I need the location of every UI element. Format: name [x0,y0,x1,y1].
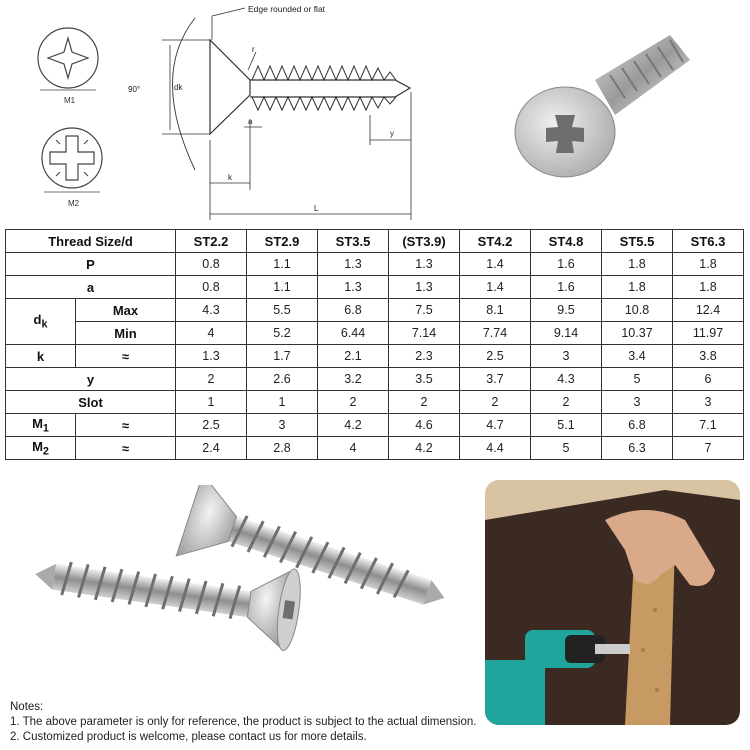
table-cell: 1.3 [176,345,247,368]
note-line-1: 1. The above parameter is only for reference, the product is subject to the actual dimension. [10,716,477,728]
table-cell: 2.6 [247,368,318,391]
table-row-k [6,345,744,368]
table-cell: 2 [531,391,602,414]
phillips-head-view-m1 [38,28,98,90]
table-cell: 2.8 [247,437,318,460]
row-label-m1 [6,414,76,437]
table-cell: 2.3 [389,345,460,368]
table-cell: 2 [460,391,531,414]
label-y: y [390,129,394,138]
table-header-row [6,230,744,253]
table-cell: 3.2 [318,368,389,391]
m2-subscript: 2 [42,445,49,458]
table-cell: 4.3 [531,368,602,391]
table-cell: 1.3 [389,253,460,276]
label-a: a [248,117,253,126]
table-cell: 1.8 [602,253,673,276]
table-cell: 7.1 [673,414,744,437]
table-cell: 5.1 [531,414,602,437]
table-cell: 7 [673,437,744,460]
table-cell: 12.4 [673,299,744,322]
edge-note: Edge rounded or flat [248,4,326,14]
header-thread-size: Thread Size/d [6,230,176,253]
table-cell: 11.97 [673,322,744,345]
table-cell: 9.14 [531,322,602,345]
screw-head-photo [500,20,700,200]
table-cell: 2.5 [176,414,247,437]
table-cell: 3.5 [389,368,460,391]
dk-subscript: k [41,318,48,331]
table-cell: 10.37 [602,322,673,345]
row-label-a: a [6,276,176,299]
table-cell: 1.7 [247,345,318,368]
table-cell: 5.5 [247,299,318,322]
table-cell: 7.14 [389,322,460,345]
table-cell: 5.2 [247,322,318,345]
table-row-dk-max [6,299,744,322]
pozi-head-view-m2 [42,128,102,192]
table-cell: 3.4 [602,345,673,368]
label-k: k [228,173,232,182]
table-cell: 5 [602,368,673,391]
table-cell: 0.8 [176,276,247,299]
table-cell: 6 [673,368,744,391]
table-cell: 4.2 [389,437,460,460]
row-sublabel-max: Max [76,299,176,322]
table-cell: 6.8 [602,414,673,437]
screw-side-view [162,8,411,220]
table-cell: 1.6 [531,253,602,276]
table-cell: 1.1 [247,276,318,299]
table-cell: 1.4 [460,276,531,299]
table-row-y [6,368,744,391]
table-cell: 6.3 [602,437,673,460]
table-cell: 1.4 [460,253,531,276]
table-cell: 3.7 [460,368,531,391]
m1-subscript: 1 [42,422,49,435]
header-size: ST4.8 [531,230,602,253]
note-line-2: 2. Customized product is welcome, please contact us for more details. [10,731,367,743]
table-cell: 3 [602,391,673,414]
header-size: ST4.2 [460,230,531,253]
table-cell: 1.3 [318,276,389,299]
table-cell: 2.4 [176,437,247,460]
two-screws-photo [25,485,455,685]
row-label-dk [6,299,76,345]
header-size: ST6.3 [673,230,744,253]
row-label-k: k [6,345,76,368]
table-cell: 1.8 [602,276,673,299]
table-cell: 4.6 [389,414,460,437]
table-cell: 2 [176,368,247,391]
label-m2: M2 [68,199,80,208]
row-label-m2 [6,437,76,460]
header-size: ST5.5 [602,230,673,253]
row-approx-m1: ≈ [76,414,176,437]
label-l: L [314,204,319,213]
row-approx-m2: ≈ [76,437,176,460]
table-row-m1 [6,414,744,437]
table-cell: 1.6 [531,276,602,299]
label-r: r [252,45,255,54]
table-row-slot [6,391,744,414]
table-cell: 1.8 [673,253,744,276]
table-cell: 1.8 [673,276,744,299]
table-cell: 2.1 [318,345,389,368]
header-size: ST2.2 [176,230,247,253]
drill-application-photo [485,480,740,725]
table-cell: 3 [673,391,744,414]
table-cell: 4.4 [460,437,531,460]
table-cell: 1.3 [318,253,389,276]
label-dk: dk [174,83,183,92]
table-cell: 7.5 [389,299,460,322]
header-size: (ST3.9) [389,230,460,253]
row-label-slot: Slot [6,391,176,414]
table-cell: 8.1 [460,299,531,322]
table-row-a [6,276,744,299]
table-cell: 3 [247,414,318,437]
table-cell: 3 [531,345,602,368]
table-cell: 0.8 [176,253,247,276]
table-cell: 4.3 [176,299,247,322]
table-cell: 2 [318,391,389,414]
header-size: ST3.5 [318,230,389,253]
table-cell: 5 [531,437,602,460]
table-cell: 6.44 [318,322,389,345]
table-cell: 9.5 [531,299,602,322]
label-angle: 90° [128,85,141,94]
table-cell: 4.7 [460,414,531,437]
row-label-y: y [6,368,176,391]
table-row-p [6,253,744,276]
table-cell: 4 [318,437,389,460]
m1-symbol: M [32,415,43,431]
dk-symbol: d [33,312,42,328]
notes [10,700,476,745]
table-cell: 6.8 [318,299,389,322]
table-cell: 1 [176,391,247,414]
m2-symbol: M [32,438,43,454]
table-cell: 4.2 [318,414,389,437]
table-cell: 1.1 [247,253,318,276]
table-cell: 1.3 [389,276,460,299]
table-cell: 4 [176,322,247,345]
table-cell: 7.74 [460,322,531,345]
spec-table [5,229,744,460]
notes-title: Notes: [10,701,44,713]
row-label-p: P [6,253,176,276]
table-cell: 3.8 [673,345,744,368]
table-cell: 1 [247,391,318,414]
header-size: ST2.9 [247,230,318,253]
table-cell: 2.5 [460,345,531,368]
table-cell: 2 [389,391,460,414]
table-row-m2 [6,437,744,460]
label-m1: M1 [64,96,76,105]
table-cell: 10.8 [602,299,673,322]
table-row-dk-min [6,322,744,345]
row-sublabel-min: Min [76,322,176,345]
row-approx-k: ≈ [76,345,176,368]
